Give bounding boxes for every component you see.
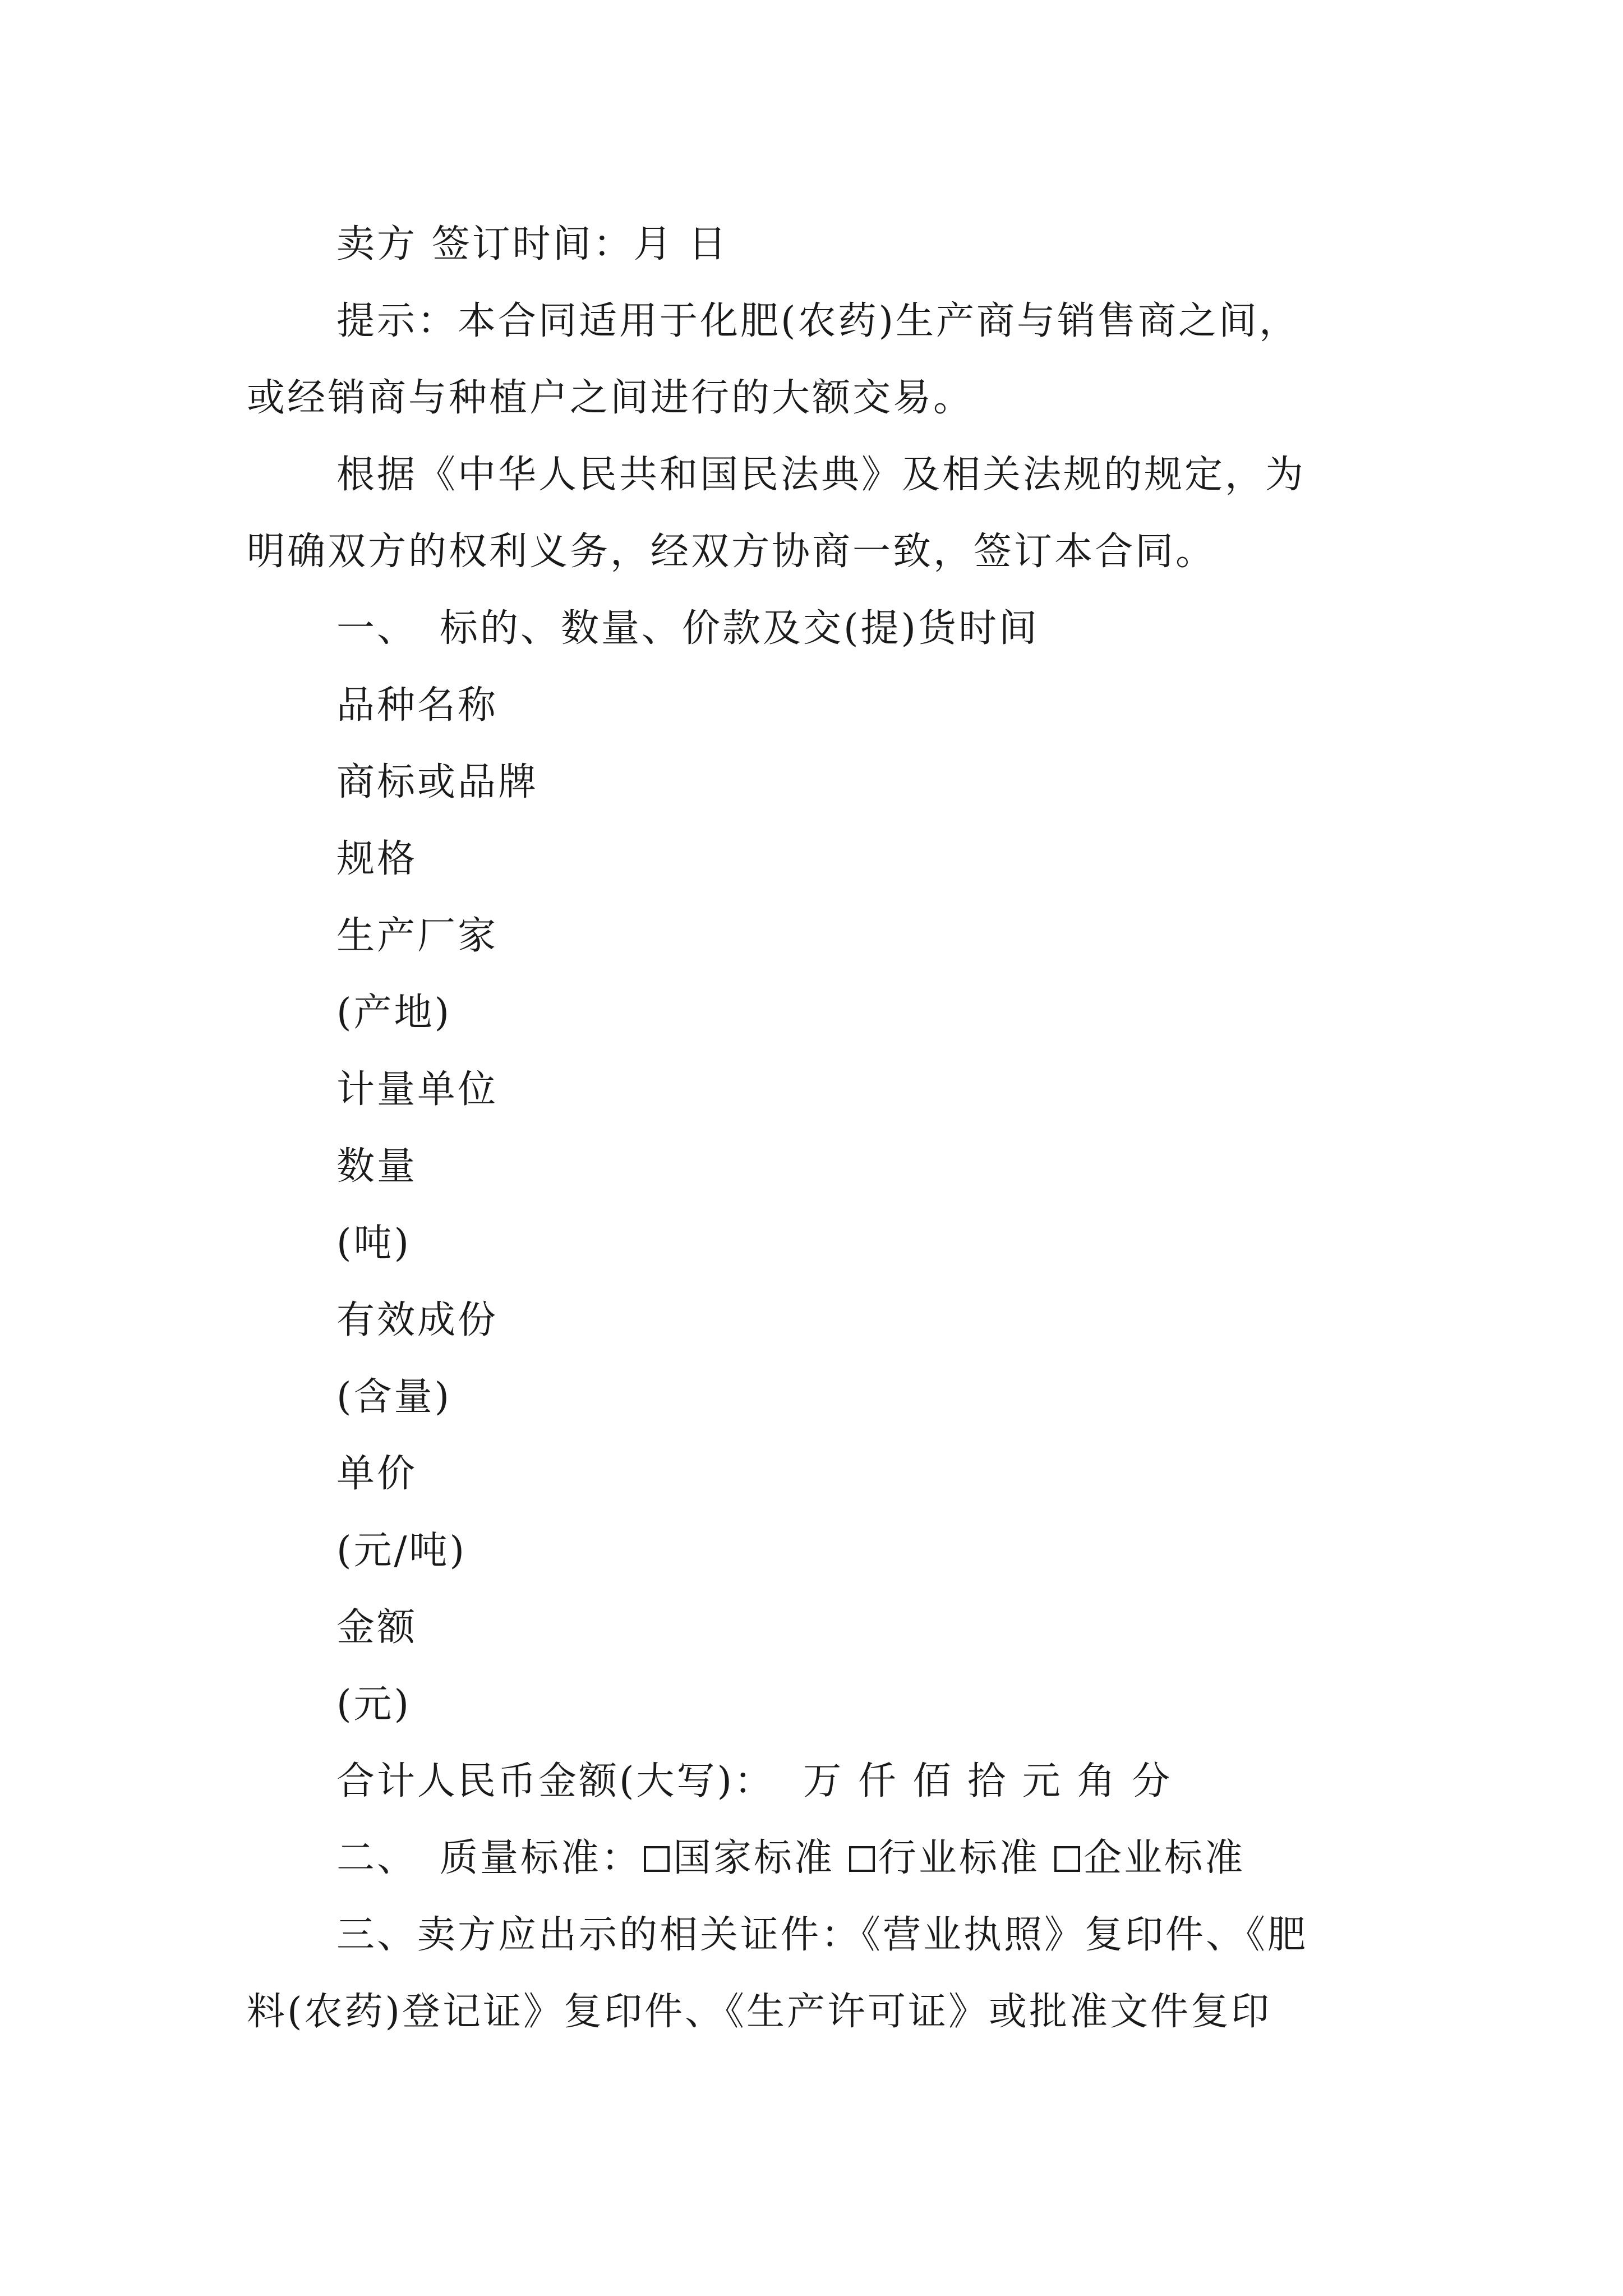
section-2-title: 质量标准： — [440, 1836, 642, 1880]
notice-line-1: 提示：本合同适用于化肥(农药)生产商与销售商之间， — [336, 299, 1300, 343]
field-quantity-unit: (吨) — [336, 1221, 412, 1266]
notice-line-2: 或经销商与种植户之间进行的大额交易。 — [247, 376, 974, 420]
field-spec: 规格 — [336, 837, 418, 881]
industry-standard-checkbox[interactable] — [849, 1846, 875, 1872]
preamble-line-2: 明确双方的权利义务，经双方协商一致，签订本合同。 — [247, 530, 1216, 574]
section-2-number: 二、 — [336, 1836, 418, 1880]
section-3-line-1: 三、卖方应出示的相关证件：《营业执照》复印件、《肥 — [336, 1913, 1308, 1957]
section-2-heading — [336, 1836, 1245, 1881]
field-origin: (产地) — [336, 991, 452, 1035]
section-1-heading — [336, 606, 1039, 651]
field-active-ingredient: 有效成份 — [336, 1298, 499, 1342]
section-1-number: 一、 — [336, 606, 418, 651]
field-brand: 商标或品牌 — [336, 760, 539, 804]
field-manufacturer: 生产厂家 — [336, 914, 499, 958]
enterprise-standard-checkbox[interactable] — [1054, 1846, 1080, 1872]
industry-standard-label: 行业标准 — [878, 1836, 1040, 1880]
section-3-line-2: 料(农药)登记证》复印件、《生产许可证》或批准文件复印 — [247, 1990, 1272, 2034]
field-content: (含量) — [336, 1375, 452, 1419]
field-amount-unit: (元) — [336, 1682, 412, 1727]
field-unit: 计量单位 — [336, 1068, 499, 1112]
seller-sign-date-line: 卖方 签订时间：月 日 — [336, 222, 729, 266]
preamble-line-1: 根据《中华人民共和国民法典》及相关法规的规定，为 — [336, 453, 1306, 497]
field-variety-name: 品种名称 — [336, 683, 499, 728]
total-amount-line: 合计人民币金额(大写)： 万 仟 佰 拾 元 角 分 — [336, 1759, 1172, 1803]
national-standard-checkbox[interactable] — [644, 1846, 670, 1872]
field-unit-price: 单价 — [336, 1452, 418, 1496]
field-unit-price-unit: (元/吨) — [336, 1529, 467, 1573]
enterprise-standard-label: 企业标准 — [1083, 1836, 1246, 1880]
field-amount: 金额 — [336, 1605, 418, 1650]
field-quantity: 数量 — [336, 1144, 418, 1189]
section-1-title: 标的、数量、价款及交(提)货时间 — [440, 606, 1040, 651]
national-standard-label: 国家标准 — [673, 1836, 835, 1880]
